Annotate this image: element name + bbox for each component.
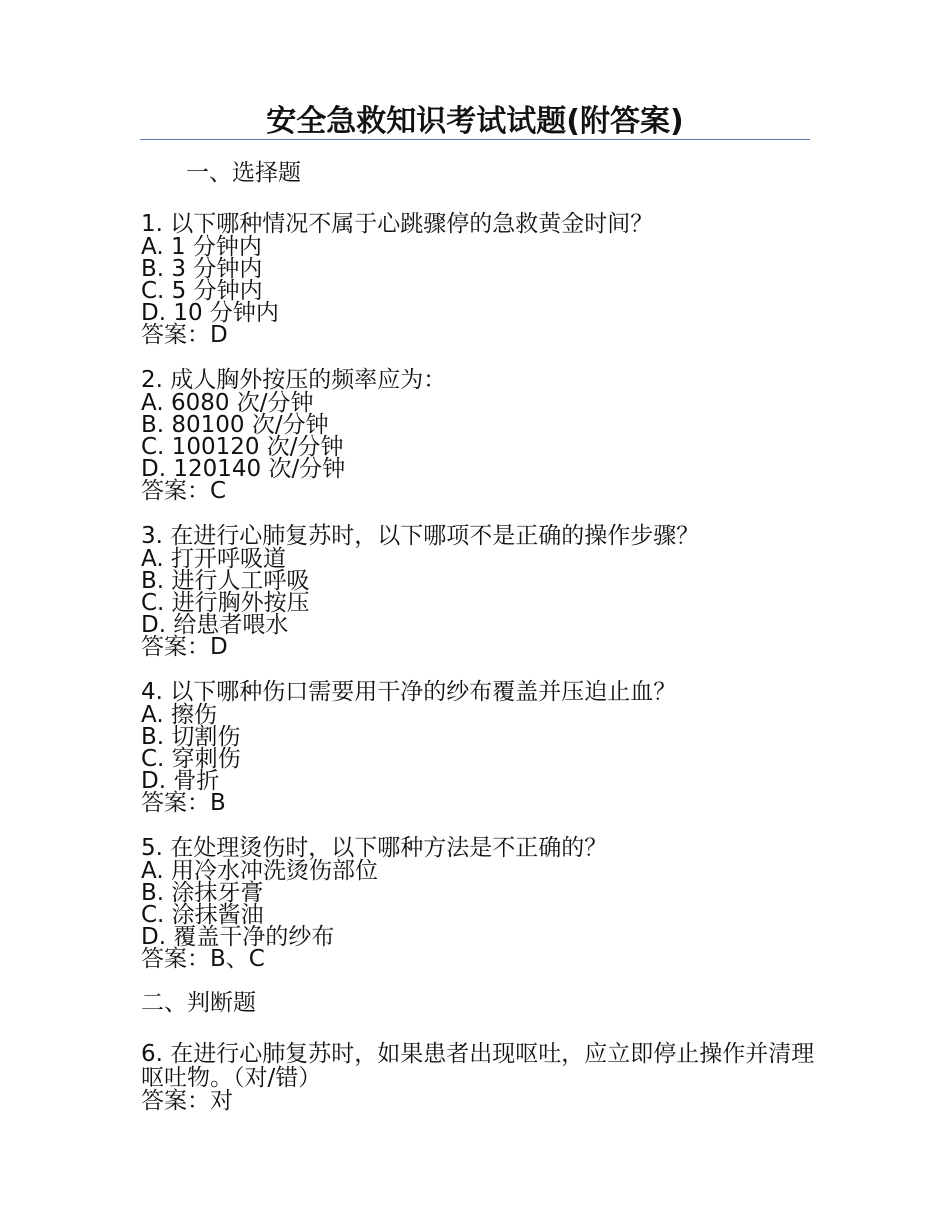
option-a: A. 打开呼吸道 bbox=[141, 546, 286, 572]
option-d: D. 覆盖干净的纱布 bbox=[141, 924, 335, 950]
question-4 bbox=[141, 680, 821, 814]
document-body bbox=[141, 156, 821, 1112]
title-underline bbox=[140, 139, 810, 140]
option-a: A. 6080 次/分钟 bbox=[141, 390, 314, 416]
answer: 答案：对 bbox=[141, 1088, 233, 1114]
answer: 答案：B、C bbox=[141, 946, 265, 972]
answer: 答案：D bbox=[141, 634, 228, 660]
option-b: B. 涂抹牙膏 bbox=[141, 880, 264, 906]
option-c: C. 进行胸外按压 bbox=[141, 590, 310, 616]
question-text: 4. 以下哪种伤口需要用干净的纱布覆盖并压迫止血？ bbox=[141, 679, 677, 705]
option-c: C. 穿刺伤 bbox=[141, 746, 241, 772]
question-text: 1. 以下哪种情况不属于心跳骤停的急救黄金时间？ bbox=[141, 211, 654, 237]
option-c: C. 涂抹酱油 bbox=[141, 902, 264, 928]
question-6 bbox=[141, 1042, 821, 1112]
question-text: 3. 在进行心肺复苏时，以下哪项不是正确的操作步骤？ bbox=[141, 523, 700, 549]
question-5 bbox=[141, 836, 821, 970]
section-heading-judgement: 二、判断题 bbox=[141, 990, 256, 1016]
option-d: D. 骨折 bbox=[141, 768, 220, 794]
option-a: A. 1 分钟内 bbox=[141, 234, 262, 260]
answer: 答案：C bbox=[141, 478, 227, 504]
option-b: B. 进行人工呼吸 bbox=[141, 568, 310, 594]
question-1 bbox=[141, 212, 821, 346]
section-heading-choice: 一、选择题 bbox=[186, 160, 301, 186]
option-a: A. 用冷水冲洗烫伤部位 bbox=[141, 858, 378, 884]
option-d: D. 给患者喂水 bbox=[141, 612, 289, 638]
answer: 答案：B bbox=[141, 790, 226, 816]
question-2 bbox=[141, 368, 821, 502]
option-c: C. 5 分钟内 bbox=[141, 278, 263, 304]
option-d: D. 10 分钟内 bbox=[141, 300, 279, 326]
option-a: A. 擦伤 bbox=[141, 702, 217, 728]
option-b: B. 3 分钟内 bbox=[141, 256, 263, 282]
question-text: 5. 在处理烫伤时，以下哪种方法是不正确的？ bbox=[141, 835, 608, 861]
option-d: D. 120140 次/分钟 bbox=[141, 456, 346, 482]
option-b: B. 切割伤 bbox=[141, 724, 241, 750]
question-text: 2. 成人胸外按压的频率应为： bbox=[141, 367, 447, 393]
question-3 bbox=[141, 524, 821, 658]
answer: 答案：D bbox=[141, 322, 228, 348]
option-c: C. 100120 次/分钟 bbox=[141, 434, 344, 460]
question-text: 6. 在进行心肺复苏时，如果患者出现呕吐，应立即停止操作并清理呕吐物。（对/错） bbox=[141, 1041, 815, 1091]
option-b: B. 80100 次/分钟 bbox=[141, 412, 329, 438]
document-title: 安全急救知识考试试题(附答案) bbox=[266, 104, 684, 139]
